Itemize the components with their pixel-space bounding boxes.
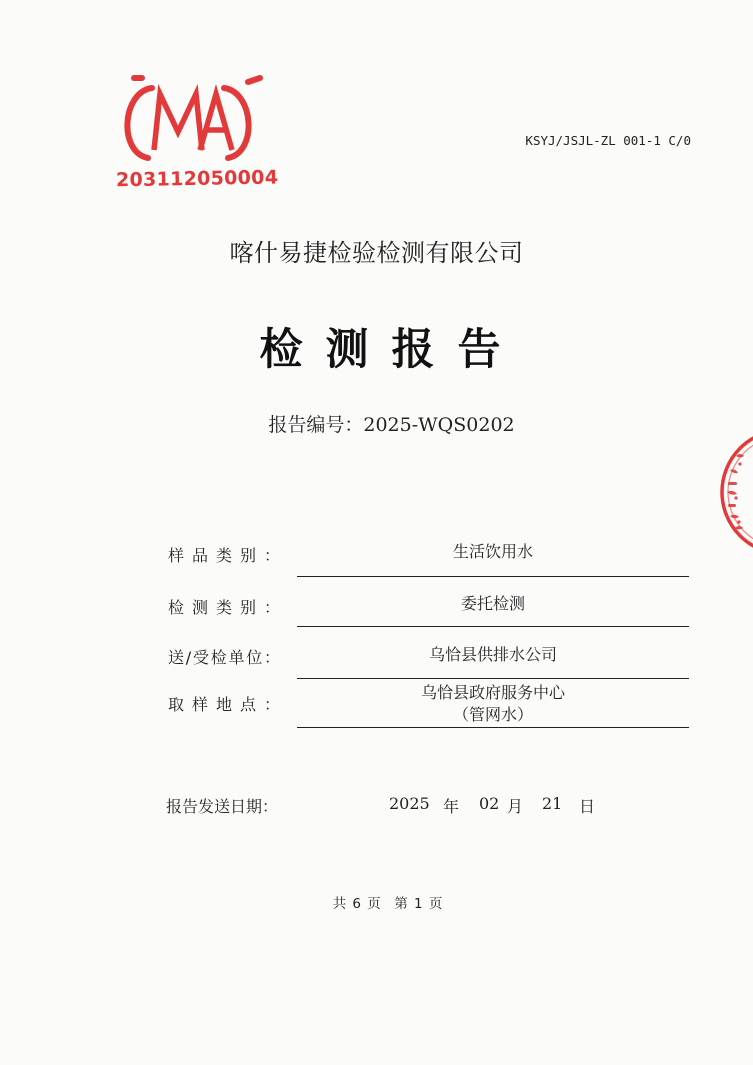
company-name: 喀什易捷检验检测有限公司 <box>229 239 524 267</box>
send-date-day-unit: 日 <box>579 797 596 816</box>
send-date-day: 21 <box>542 794 563 813</box>
client-unit-value: 乌恰县供排水公司 <box>428 645 557 664</box>
field-underline <box>297 576 689 577</box>
send-date-year-unit: 年 <box>443 797 460 816</box>
sample-category-value: 生活饮用水 <box>452 542 533 561</box>
client-unit-label: 送/受检单位： <box>168 648 280 667</box>
page-info: 共 6 页 第 1 页 <box>332 896 443 912</box>
field-underline <box>297 727 689 728</box>
field-underline <box>297 678 689 679</box>
report-title: 检测报告 <box>259 325 524 375</box>
sample-category-label: 样品类别： <box>168 546 280 565</box>
document-code: KSYJ/JSJL-ZL 001-1 C/0 <box>525 133 691 148</box>
field-underline <box>297 626 689 627</box>
sampling-location-label: 取样地点： <box>168 695 280 714</box>
test-category-label: 检测类别： <box>168 598 280 617</box>
cma-certificate-number: 203112050004 <box>115 166 279 192</box>
send-date-label: 报告发送日期： <box>166 797 279 816</box>
test-category-value: 委托检测 <box>460 594 525 613</box>
send-date-month: 02 <box>479 794 500 813</box>
report-number: 报告编号：2025-WQS0202 <box>268 414 515 436</box>
send-date-month-unit: 月 <box>507 797 524 816</box>
sampling-location-value-line2: （管网水） <box>452 705 533 724</box>
sampling-location-value: 乌恰县政府服务中心 <box>420 683 565 702</box>
send-date-year: 2025 <box>389 794 430 813</box>
company-seal-stamp <box>706 426 753 558</box>
